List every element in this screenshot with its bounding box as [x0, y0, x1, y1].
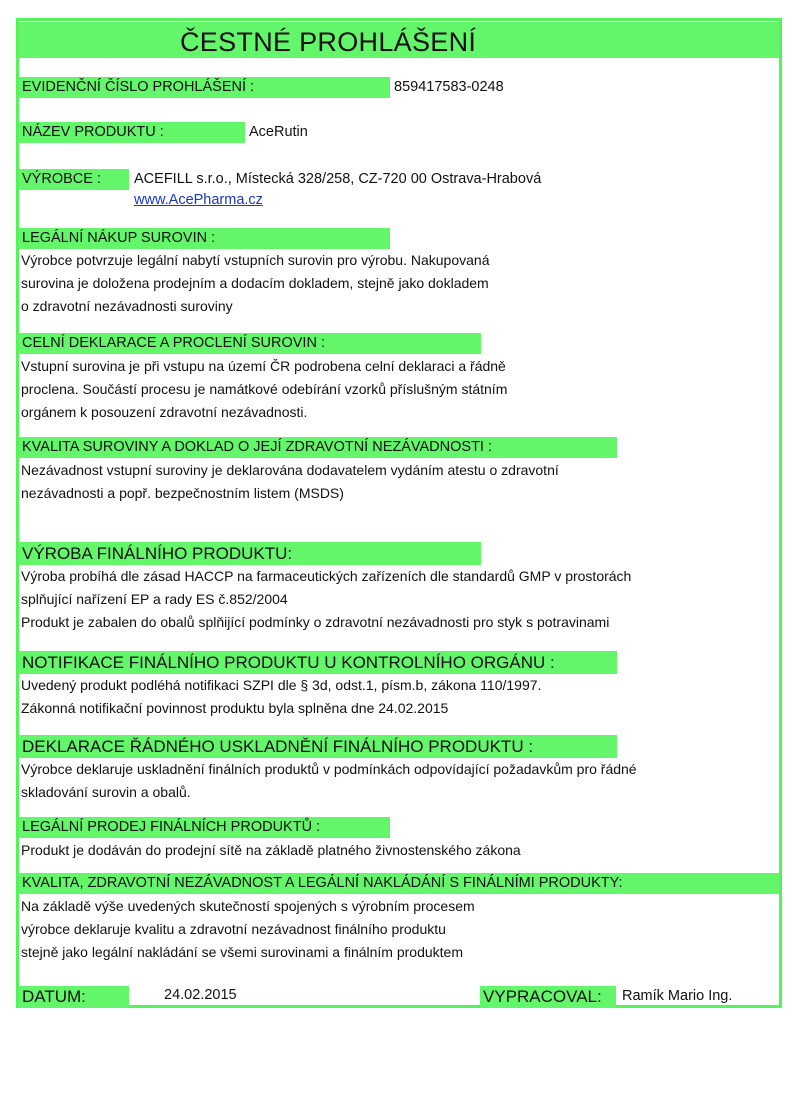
text-line: skladování surovin a obalů.	[21, 784, 191, 800]
text-line: nezávadnosti a popř. bezpečnostním listem (MSDS)	[21, 485, 344, 501]
text-line: výrobce deklaruje kvalitu a zdravotní nezávadnost finálního produktu	[21, 921, 446, 937]
section-text-notification	[21, 674, 761, 720]
section-text-legal-purchase	[21, 249, 761, 318]
prepared-by-label: VYPRACOVAL:	[480, 986, 616, 1008]
section-heading-final: KVALITA, ZDRAVOTNÍ NEZÁVADNOST A LEGÁLNÍ NAKLÁDÁNÍ S FINÁLNÍMI PRODUKTY:	[19, 873, 779, 894]
text-line: surovina je doložena prodejním a dodacím dokladem, stejně jako dokladem	[21, 275, 489, 291]
evidence-value: 859417583-0248	[394, 79, 504, 95]
manufacturer-address: ACEFILL s.r.o., Místecká 328/258, CZ-720 00 Ostrava-Hrabová	[134, 171, 542, 187]
section-heading-notification: NOTIFIKACE FINÁLNÍHO PRODUKTU U KONTROLNÍHO ORGÁNU :	[19, 651, 617, 674]
manufacturer-label: VÝROBCE :	[19, 169, 129, 190]
text-line: Nezávadnost vstupní suroviny je deklarována dodavatelem vydáním atestu o zdravotní	[21, 462, 559, 478]
text-line: Produkt je zabalen do obalů splňijící podmínky o zdravotní nezávadnosti pro styk s potravinami	[21, 614, 610, 630]
section-text-customs	[21, 355, 761, 424]
text-line: Výroba probíhá dle zásad HACCP na farmaceutických zařízeních dle standardů GMP v prostorách	[21, 568, 632, 584]
text-line: stejně jako legální nakládání se všemi surovinami a finálním produktem	[21, 944, 464, 960]
section-text-production	[21, 565, 761, 634]
date-label: DATUM:	[19, 986, 129, 1008]
text-line: Na základě výše uvedených skutečností spojených s výrobním procesem	[21, 898, 475, 914]
section-heading-storage: DEKLARACE ŘÁDNÉHO USKLADNĚNÍ FINÁLNÍHO PRODUKTU :	[19, 735, 617, 758]
text-line: Produkt je dodáván do prodejní sítě na základě platného živnostenského zákona	[21, 842, 521, 858]
date-value: 24.02.2015	[164, 987, 237, 1003]
text-line: Uvedený produkt podléhá notifikaci SZPI dle § 3d, odst.1, písm.b, zákona 110/1997.	[21, 677, 542, 693]
section-text-sale	[21, 839, 761, 862]
section-text-storage	[21, 758, 761, 804]
text-line: o zdravotní nezávadnosti suroviny	[21, 298, 233, 314]
product-value: AceRutin	[249, 124, 308, 140]
text-line: proclena. Součástí procesu je namátkové odebírání vzorků příslušným státním	[21, 381, 508, 397]
text-line: Vstupní surovina je při vstupu na území ČR podrobena celní deklaraci a řádně	[21, 358, 506, 374]
prepared-by-value: Ramík Mario Ing.	[622, 988, 733, 1004]
section-text-quality	[21, 459, 761, 505]
section-heading-production: VÝROBA FINÁLNÍHO PRODUKTU:	[19, 542, 481, 565]
section-heading-legal-purchase: LEGÁLNÍ NÁKUP SUROVIN :	[19, 228, 390, 249]
text-line: Zákonná notifikační povinnost produktu byla splněna dne 24.02.2015	[21, 700, 449, 716]
section-heading-customs: CELNÍ DEKLARACE A PROCLENÍ SUROVIN :	[19, 333, 481, 354]
text-line: splňující nařízení EP a rady ES č.852/2004	[21, 591, 288, 607]
section-heading-sale: LEGÁLNÍ PRODEJ FINÁLNÍCH PRODUKTŮ :	[19, 817, 390, 838]
product-label: NÁZEV PRODUKTU :	[19, 122, 245, 143]
manufacturer-web-link[interactable]: www.AcePharma.cz	[134, 192, 263, 208]
page-title: ČESTNÉ PROHLÁŠENÍ	[180, 27, 477, 57]
text-line: Výrobce deklaruje uskladnění finálních produktů v podmínkách odpovídající požadavkům pro řádné	[21, 761, 637, 777]
evidence-label: EVIDENČNÍ ČÍSLO PROHLÁŠENÍ :	[19, 77, 390, 98]
text-line: Výrobce potvrzuje legální nabytí vstupních surovin pro výrobu. Nakupovaná	[21, 252, 490, 268]
text-line: orgánem k posouzení zdravotní nezávadnosti.	[21, 404, 308, 420]
section-text-final	[21, 895, 761, 964]
section-heading-quality: KVALITA SUROVINY A DOKLAD O JEJÍ ZDRAVOTNÍ NEZÁVADNOSTI :	[19, 437, 617, 458]
